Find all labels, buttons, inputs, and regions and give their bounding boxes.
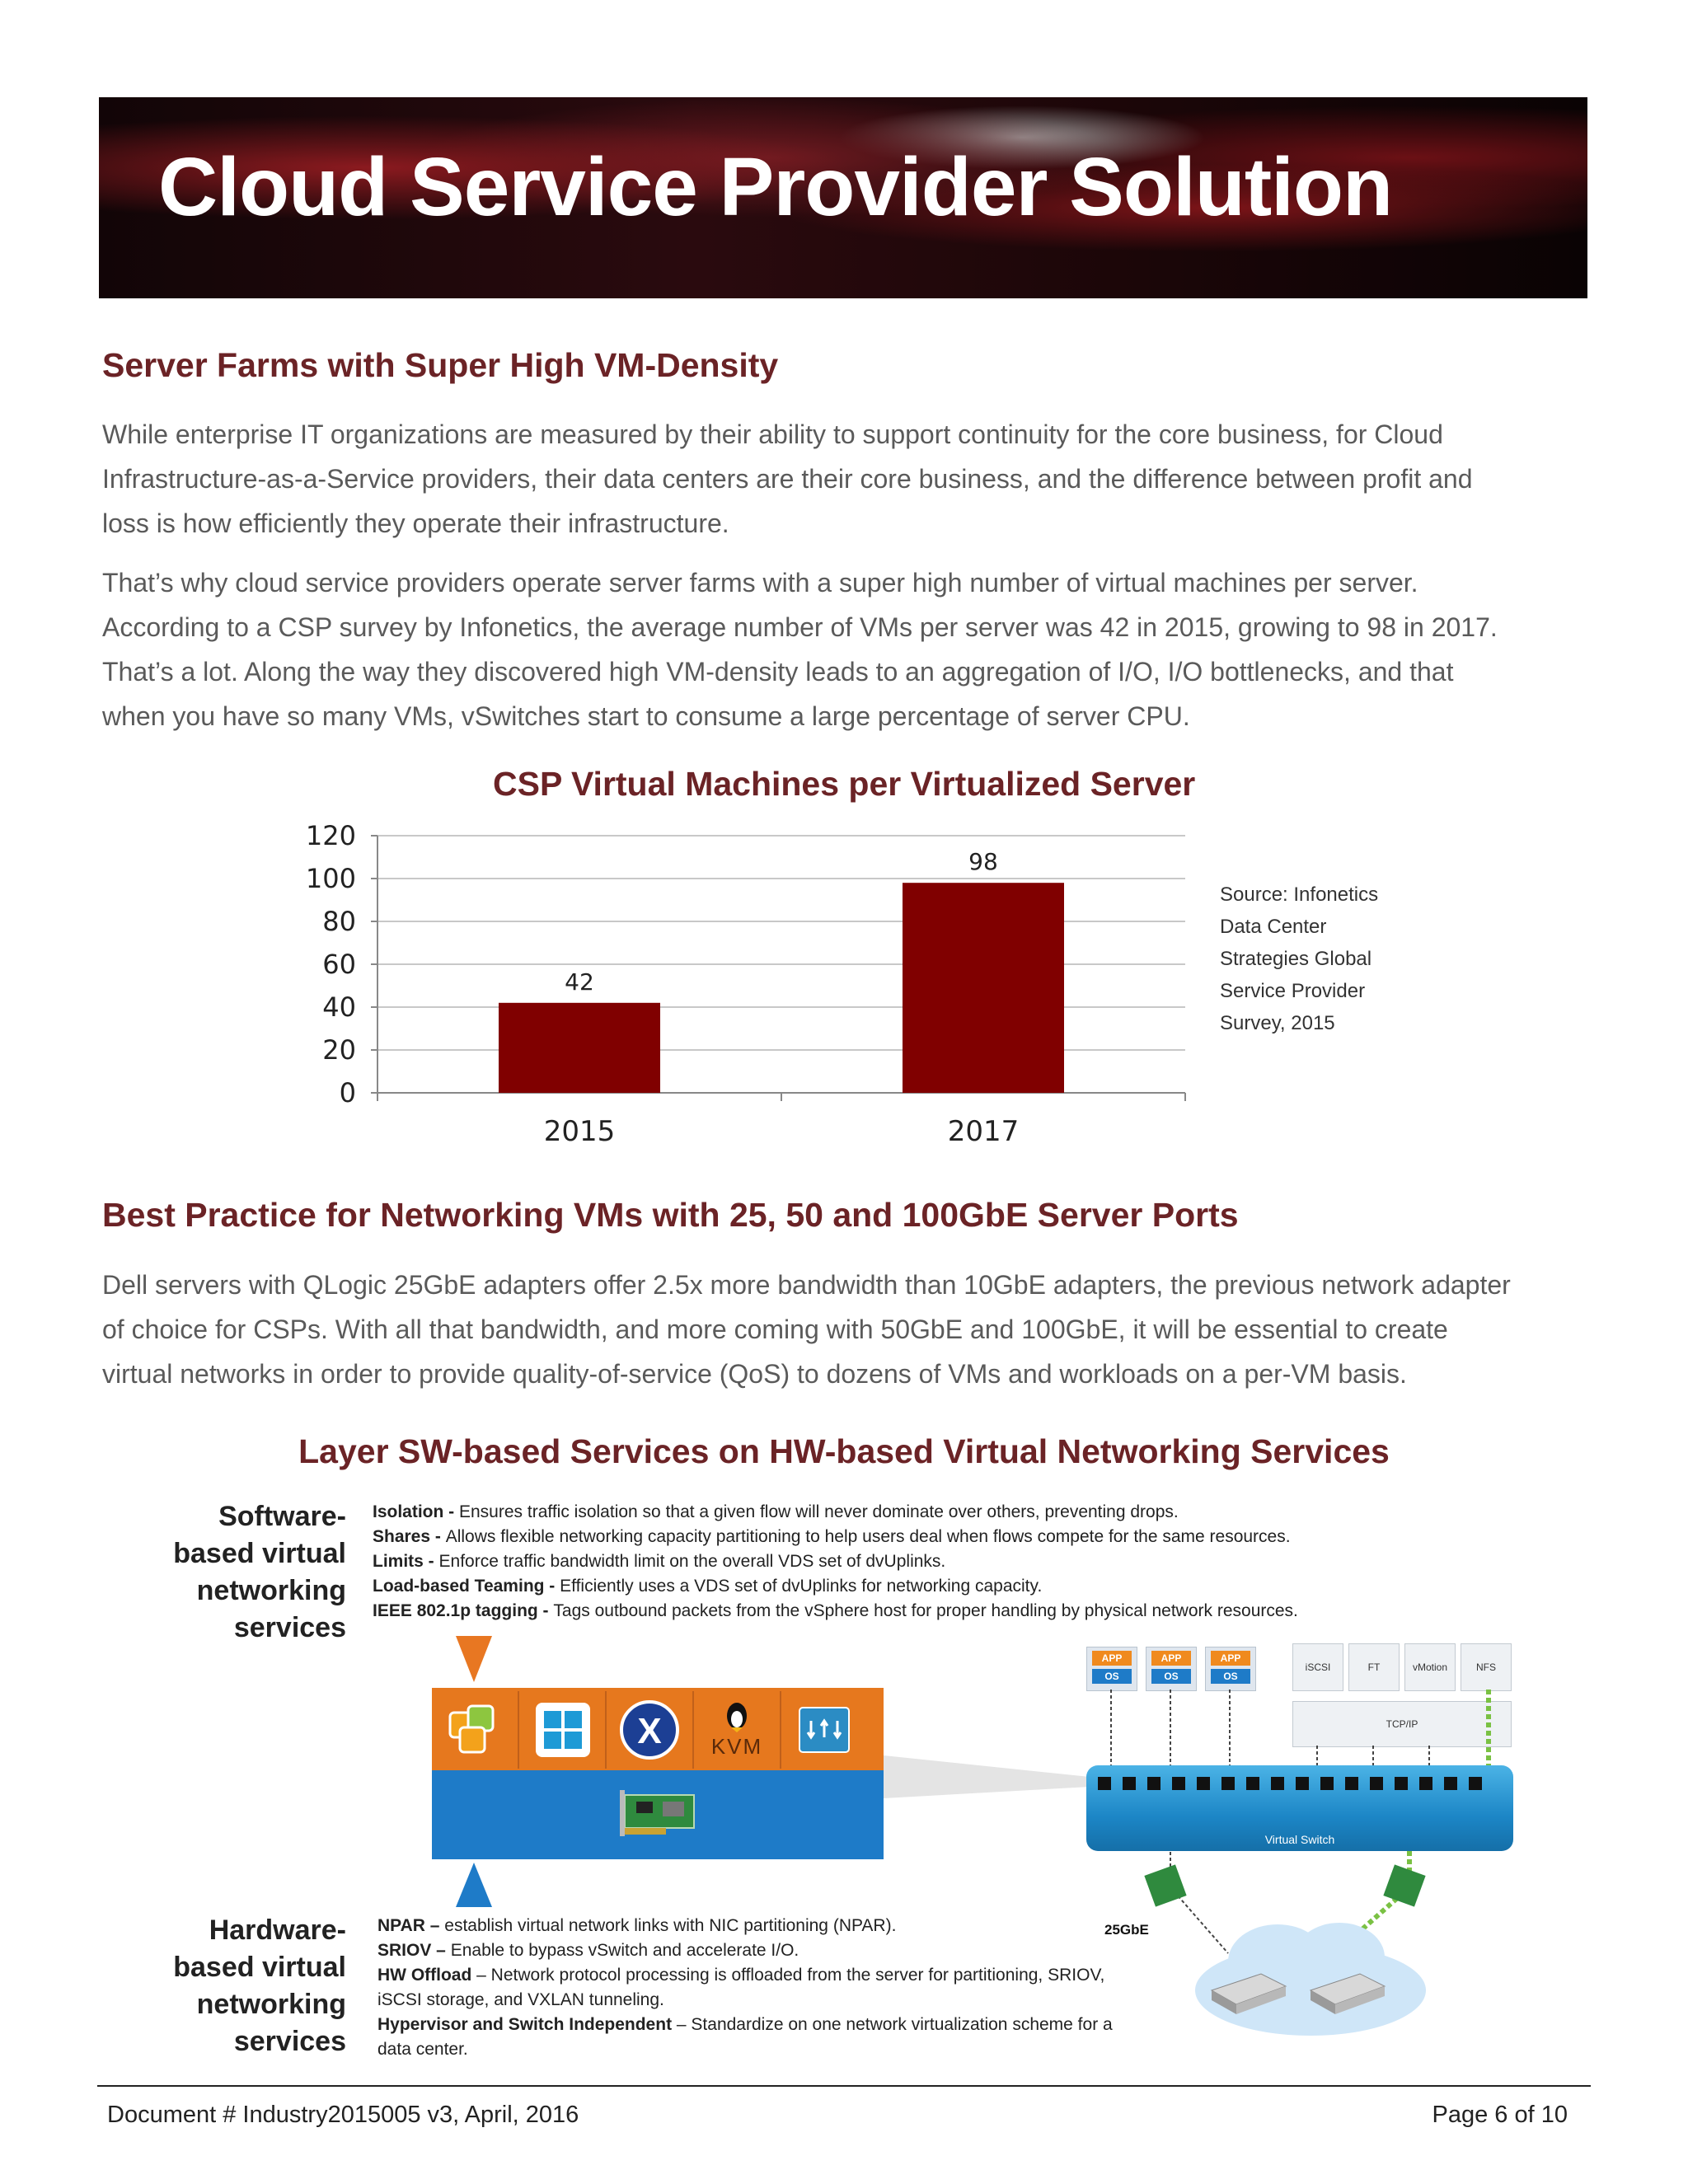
software-services-heading	[99, 1498, 346, 1647]
text-line: While enterprise IT organizations are measured by their ability to support continuity for the core business, for Cloud	[102, 419, 1443, 449]
heading-line: services	[233, 2026, 346, 2057]
bar-2017	[903, 883, 1064, 1093]
list-item: NPAR – establish virtual network links with NIC partitioning (NPAR).	[377, 1916, 897, 1935]
cloud-icon	[1187, 1912, 1434, 2044]
footer-page-number: Page 6 of 10	[1432, 2102, 1568, 2128]
category-label: 2017	[947, 1115, 1020, 1148]
nic-card-icon	[1142, 1863, 1192, 1912]
list-item: iSCSI storage, and VXLAN tunneling.	[377, 1990, 664, 2009]
service-iscsi: iSCSI	[1292, 1643, 1343, 1691]
list-item: SRIOV – Enable to bypass vSwitch and accelerate I/O.	[377, 1941, 799, 1960]
y-tick-label: 80	[322, 906, 356, 937]
heading-line: based virtual	[173, 1538, 346, 1569]
y-tick-label: 100	[305, 863, 356, 894]
section-heading-best-practice: Best Practice for Networking VMs with 25, 50 and 100GbE Server Ports	[102, 1196, 1239, 1234]
os-label: OS	[1211, 1669, 1250, 1684]
list-item: Hypervisor and Switch Independent – Standardize on one network virtualization scheme for a	[377, 2015, 1113, 2034]
list-item: Shares - Allows flexible networking capacity partitioning to help users deal when flows compete for the same resources.	[373, 1527, 1291, 1546]
tcpip-stack: TCP/IP	[1292, 1701, 1512, 1747]
vm-box	[1086, 1647, 1137, 1691]
os-label: OS	[1092, 1669, 1132, 1684]
diagram-title: Layer SW-based Services on HW-based Virtual Networking Services	[298, 1432, 1390, 1470]
vmware-tile	[434, 1691, 519, 1769]
switch-ports	[1096, 1772, 1508, 1797]
footer-divider	[97, 2085, 1591, 2087]
list-item: Load-based Teaming - Efficiently uses a VDS set of dvUplinks for networking capacity.	[373, 1577, 1043, 1596]
xen-tile	[608, 1691, 694, 1769]
data-label: 42	[565, 968, 594, 996]
category-label: 2015	[543, 1115, 616, 1148]
virtual-switch-label: Virtual Switch	[1264, 1833, 1335, 1846]
paragraph-intro	[102, 412, 1578, 546]
os-label: OS	[1151, 1669, 1191, 1684]
source-line: Service Provider	[1220, 980, 1366, 1002]
windows-icon	[521, 1691, 603, 1769]
vmware-icon	[434, 1691, 516, 1769]
service-ft: FT	[1348, 1643, 1400, 1691]
xen-icon	[608, 1691, 691, 1769]
hardware-services-list	[377, 1914, 1113, 2062]
heading-line: services	[233, 1612, 346, 1643]
app-label: APP	[1211, 1651, 1250, 1666]
y-tick-label: 0	[339, 1077, 356, 1108]
arrow-up-icon	[453, 1863, 495, 1909]
nic-card-icon	[620, 1787, 699, 1844]
chart-title: CSP Virtual Machines per Virtualized Server	[493, 765, 1196, 803]
source-line: Strategies Global	[1220, 948, 1372, 970]
text-line: Infrastructure-as-a-Service providers, their data centers are their core business, and the difference between profit and	[102, 464, 1473, 494]
heading-line: based virtual	[173, 1952, 346, 1983]
text-line: when you have so many VMs, vSwitches start to consume a large percentage of server CPU.	[102, 701, 1190, 731]
paragraph-best-practice	[102, 1263, 1578, 1396]
service-nfs: NFS	[1461, 1643, 1512, 1691]
nic-card-icon	[1381, 1863, 1431, 1912]
text-line: Dell servers with QLogic 25GbE adapters offer 2.5x more bandwidth than 10GbE adapters, the previous network adapter	[102, 1270, 1511, 1300]
app-label: APP	[1092, 1651, 1132, 1666]
text-line: That’s a lot. Along the way they discovered high VM-density leads to an aggregation of I/O, I/O bottlenecks, and that	[102, 657, 1454, 687]
source-line: Data Center	[1220, 916, 1327, 938]
vm-box	[1205, 1647, 1256, 1691]
hardware-services-heading	[99, 1912, 346, 2060]
heading-line: Software-	[218, 1501, 346, 1532]
heading-line: networking	[196, 1575, 346, 1606]
windows-tile	[521, 1691, 607, 1769]
list-item: Isolation - Ensures traffic isolation so that a given flow will never dominate over others, preventing drops.	[373, 1502, 1179, 1521]
y-tick-label: 60	[322, 949, 356, 980]
text-line: That’s why cloud service providers operate server farms with a super high number of virtual machines per server.	[102, 568, 1418, 598]
source-line: Source: Infonetics	[1220, 883, 1379, 906]
list-item: data center.	[377, 2040, 468, 2059]
port-speed-label: 25GbE	[1104, 1922, 1149, 1938]
heading-line: networking	[196, 1989, 346, 2020]
y-tick-label: 20	[322, 1034, 356, 1066]
app-label: APP	[1151, 1651, 1191, 1666]
bar-chart	[272, 816, 1203, 1162]
software-services-list	[373, 1500, 1298, 1624]
kvm-tile	[696, 1691, 781, 1769]
bar-2015	[499, 1003, 660, 1093]
network-switch-icon	[783, 1691, 865, 1769]
list-item: Limits - Enforce traffic bandwidth limit on the overall VDS set of dvUplinks.	[373, 1552, 946, 1571]
network-tile	[783, 1691, 869, 1769]
paragraph-vm-density	[102, 560, 1578, 738]
kvm-label: KVM	[710, 1734, 763, 1759]
vm-box	[1146, 1647, 1197, 1691]
svg-text:X: X	[637, 1711, 662, 1751]
text-line: loss is how efficiently they operate their infrastructure.	[102, 509, 729, 538]
text-line: of choice for CSPs. With all that bandwidth, and more coming with 50GbE and 100GbE, it will be essential to create	[102, 1315, 1448, 1344]
text-line: virtual networks in order to provide quality-of-service (QoS) to dozens of VMs and workloads on a per-VM basis.	[102, 1359, 1407, 1389]
title-banner	[99, 97, 1587, 298]
connector-funnel	[884, 1755, 1090, 1830]
list-item: HW Offload – Network protocol processing is offloaded from the server for partitioning, SRIOV,	[377, 1966, 1105, 1985]
y-tick-label: 40	[322, 991, 356, 1023]
y-tick-label: 120	[305, 820, 356, 851]
service-vmotion: vMotion	[1404, 1643, 1456, 1691]
source-line: Survey, 2015	[1220, 1012, 1335, 1034]
hardware-bar	[432, 1770, 884, 1859]
page-title: Cloud Service Provider Solution	[158, 141, 1393, 233]
chart-source-note	[1220, 879, 1378, 1039]
arrow-down-icon	[453, 1636, 495, 1685]
section-heading-vm-density: Server Farms with Super High VM-Density	[102, 346, 779, 384]
list-item: IEEE 802.1p tagging - Tags outbound packets from the vSphere host for proper handling by physical network resources.	[373, 1601, 1298, 1620]
heading-line: Hardware-	[209, 1915, 346, 1946]
text-line: According to a CSP survey by Infonetics, the average number of VMs per server was 42 in 2015, growing to 98 in 2017.	[102, 612, 1498, 642]
data-label: 98	[968, 848, 998, 876]
footer-document-id: Document # Industry2015005 v3, April, 2016	[107, 2102, 579, 2128]
